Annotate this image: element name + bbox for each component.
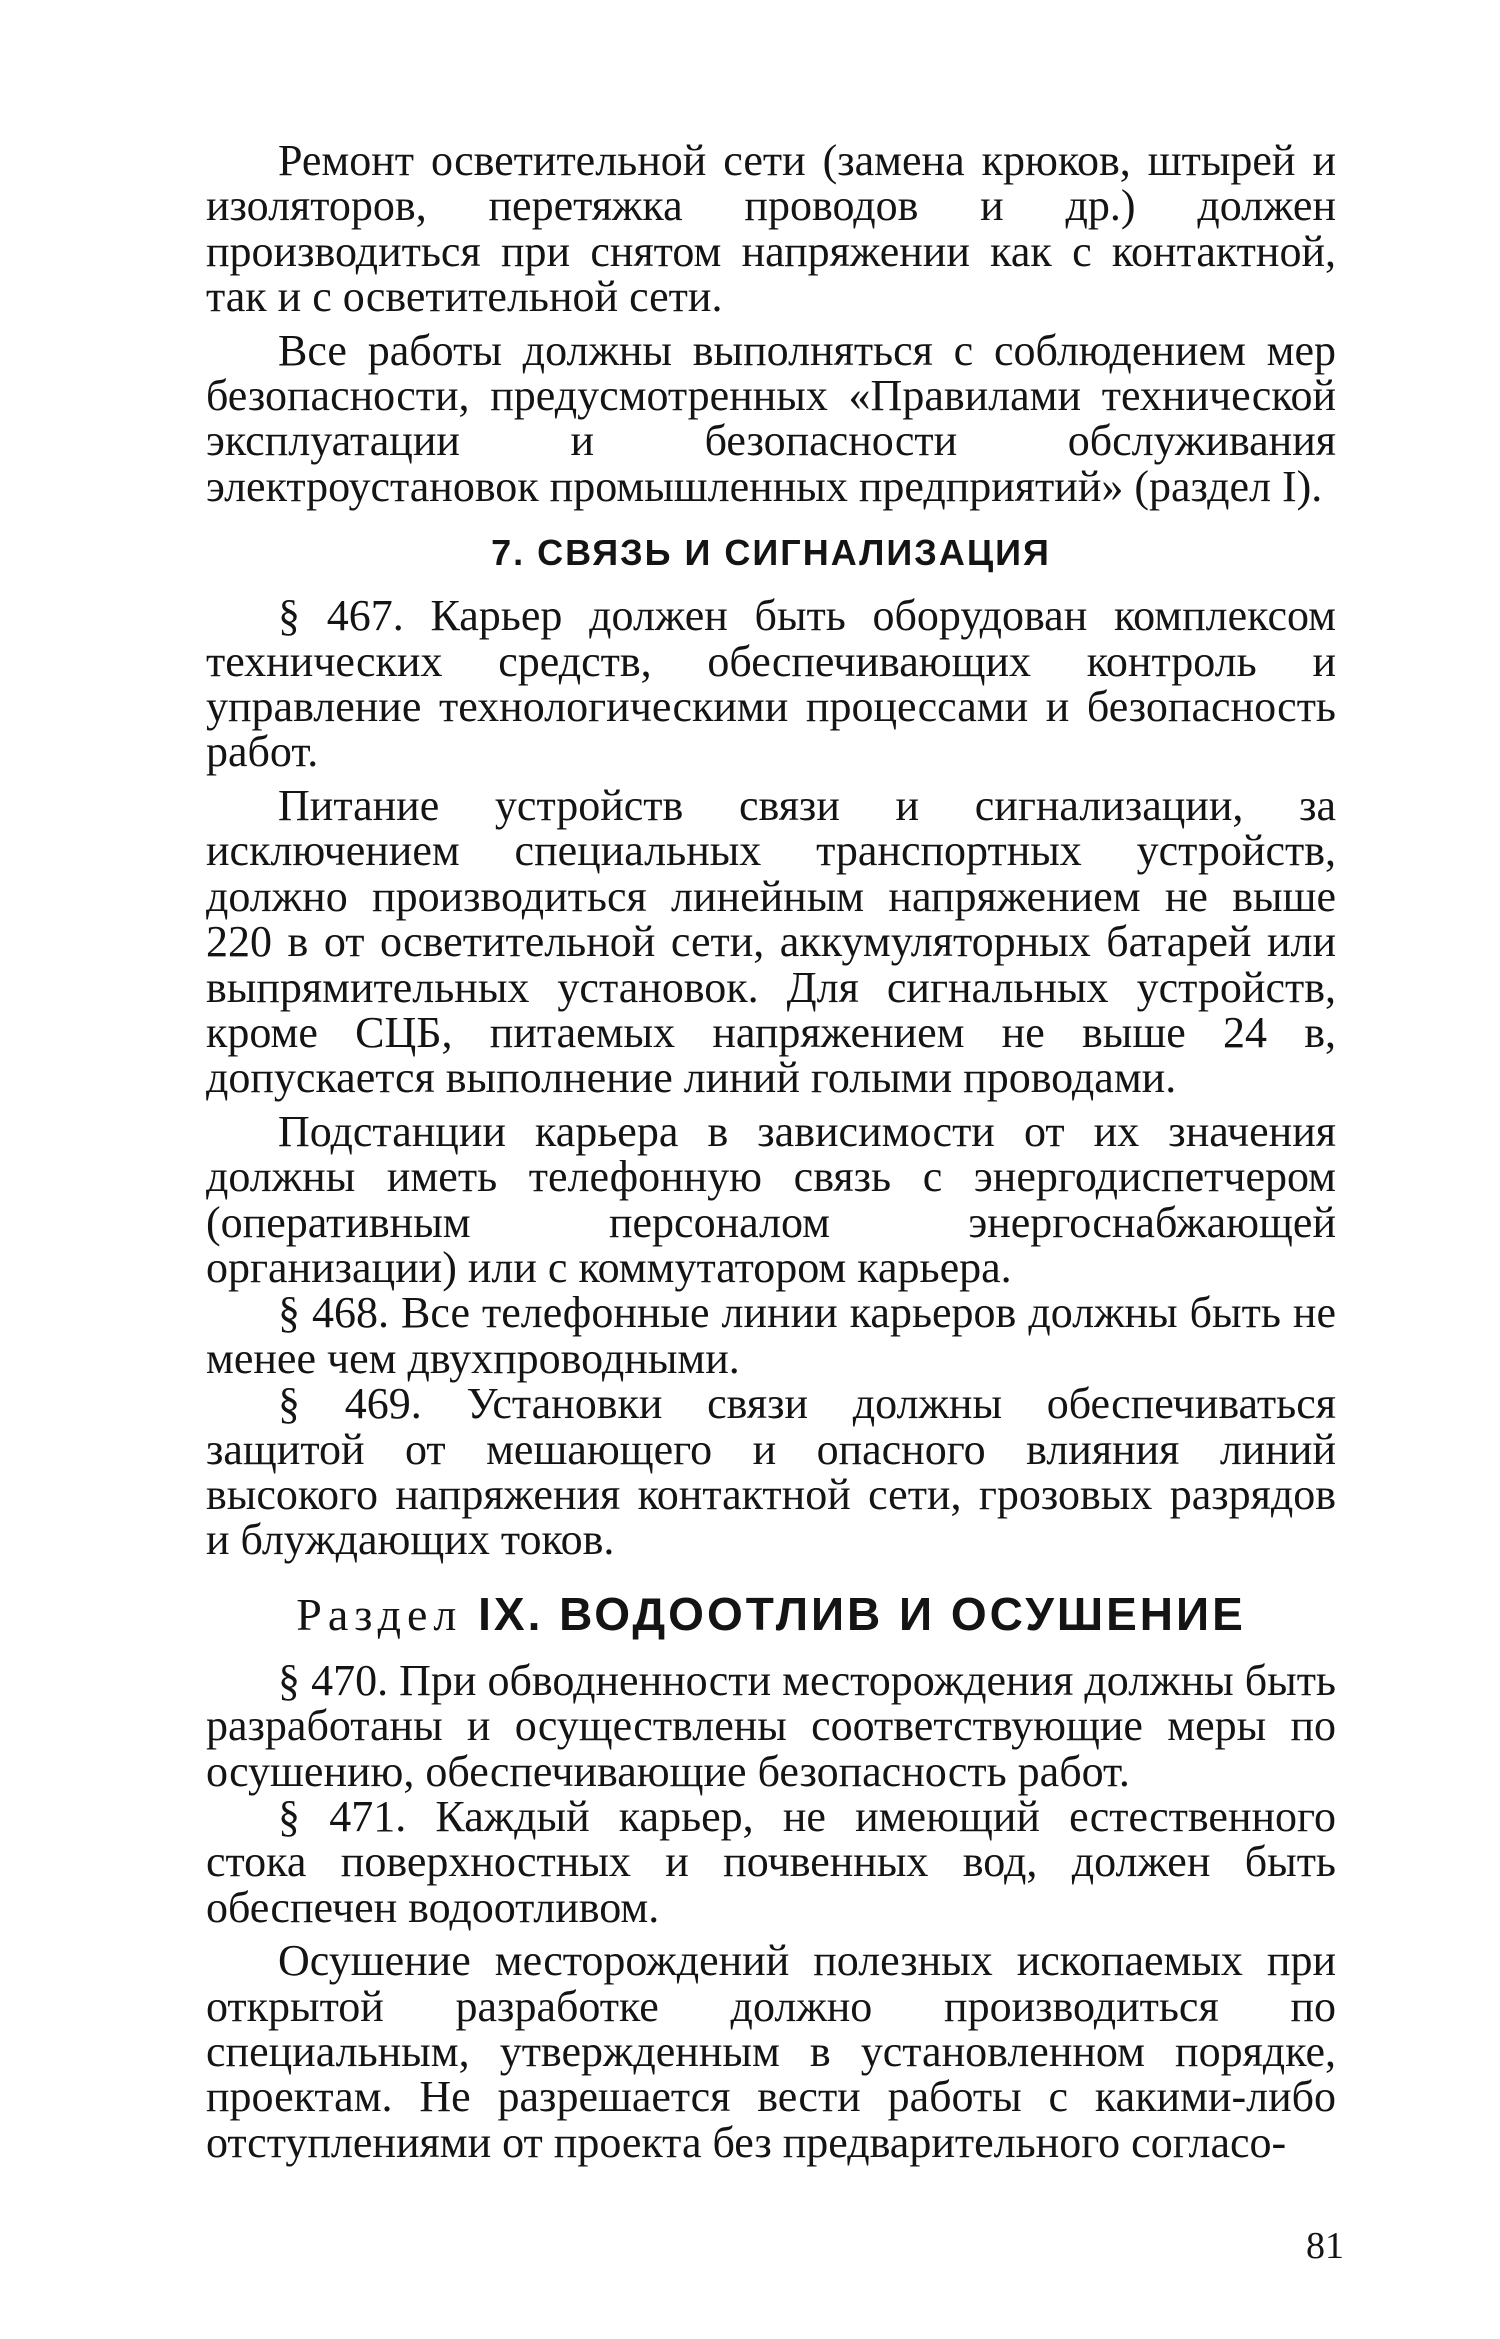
part-label: Раздел bbox=[296, 1588, 463, 1640]
part-heading bbox=[206, 1587, 1336, 1642]
part-title: IX. ВОДООТЛИВ И ОСУШЕНИЕ bbox=[478, 1587, 1246, 1640]
page-number: 81 bbox=[1306, 2225, 1344, 2267]
paragraph-469: § 469. Установки связи должны обеспечиваться защитой от мешающего и опасного влияния линий высокого напряжения контактной сети, грозовых разрядов и блуждающих токов. bbox=[206, 1379, 1336, 1565]
paragraph-471: § 471. Каждый карьер, не имеющий естественного стока поверхностных и почвенных вод, должен быть обеспечен водоотливом. bbox=[206, 1792, 1336, 1932]
text-column bbox=[206, 138, 1336, 2165]
section-heading: 7. СВЯЗЬ И СИГНАЛИЗАЦИЯ bbox=[491, 532, 1051, 574]
paragraph-470: § 470. При обводненности месторождения должны быть разработаны и осуществлены соответствующие меры по осушению, обеспечивающие безопасность работ. bbox=[206, 1655, 1336, 1796]
paragraph-drainage: Осушение месторождений полезных ископаемых при открытой разработке должно производиться по специальным, утвержденным в установленном порядке, проектам. Не разрешается вести работы с какими-либо отступлениями от проекта без предварительного согласо- bbox=[206, 1936, 1336, 2167]
paragraph-substations: Подстанции карьера в зависимости от их значения должны иметь телефонную связь с энергодиспетчером (оперативным персоналом энергоснабжающей организации) или с коммутатором карьера. bbox=[206, 1106, 1336, 1292]
paragraph-safety-rules: Все работы должны выполняться с соблюдением мер безопасности, предусмотренных «Правилами технической эксплуатации и безопасности обслуживания электроустановок промышленных предприятий» (раздел I). bbox=[206, 325, 1336, 511]
paragraph-467: § 467. Карьер должен быть оборудован комплексом технических средств, обеспечивающих контроль и управление технологическими процессами и безопасность работ. bbox=[206, 591, 1336, 777]
paragraph-468: § 468. Все телефонные линии карьеров должны быть не менее чем двухпроводными. bbox=[206, 1288, 1336, 1383]
paragraph-lighting-repair: Ремонт осветительной сети (замена крюков, штырей и изоляторов, перетяжка проводов и др.) должен производиться при снятом напряжении как с контактной, так и с осветительной сети. bbox=[206, 136, 1336, 322]
paragraph-power-supply: Питание устройств связи и сигнализации, за исключением специальных транспортных устройств, должно производиться линейным напряжением не выше 220 в от осветительной сети, аккумуляторных батарей или выпрямительных установок. Для сигнальных устройств, кроме СЦБ, питаемых напряжением не выше 24 в, допускается выполнение линий голыми проводами. bbox=[206, 780, 1336, 1103]
